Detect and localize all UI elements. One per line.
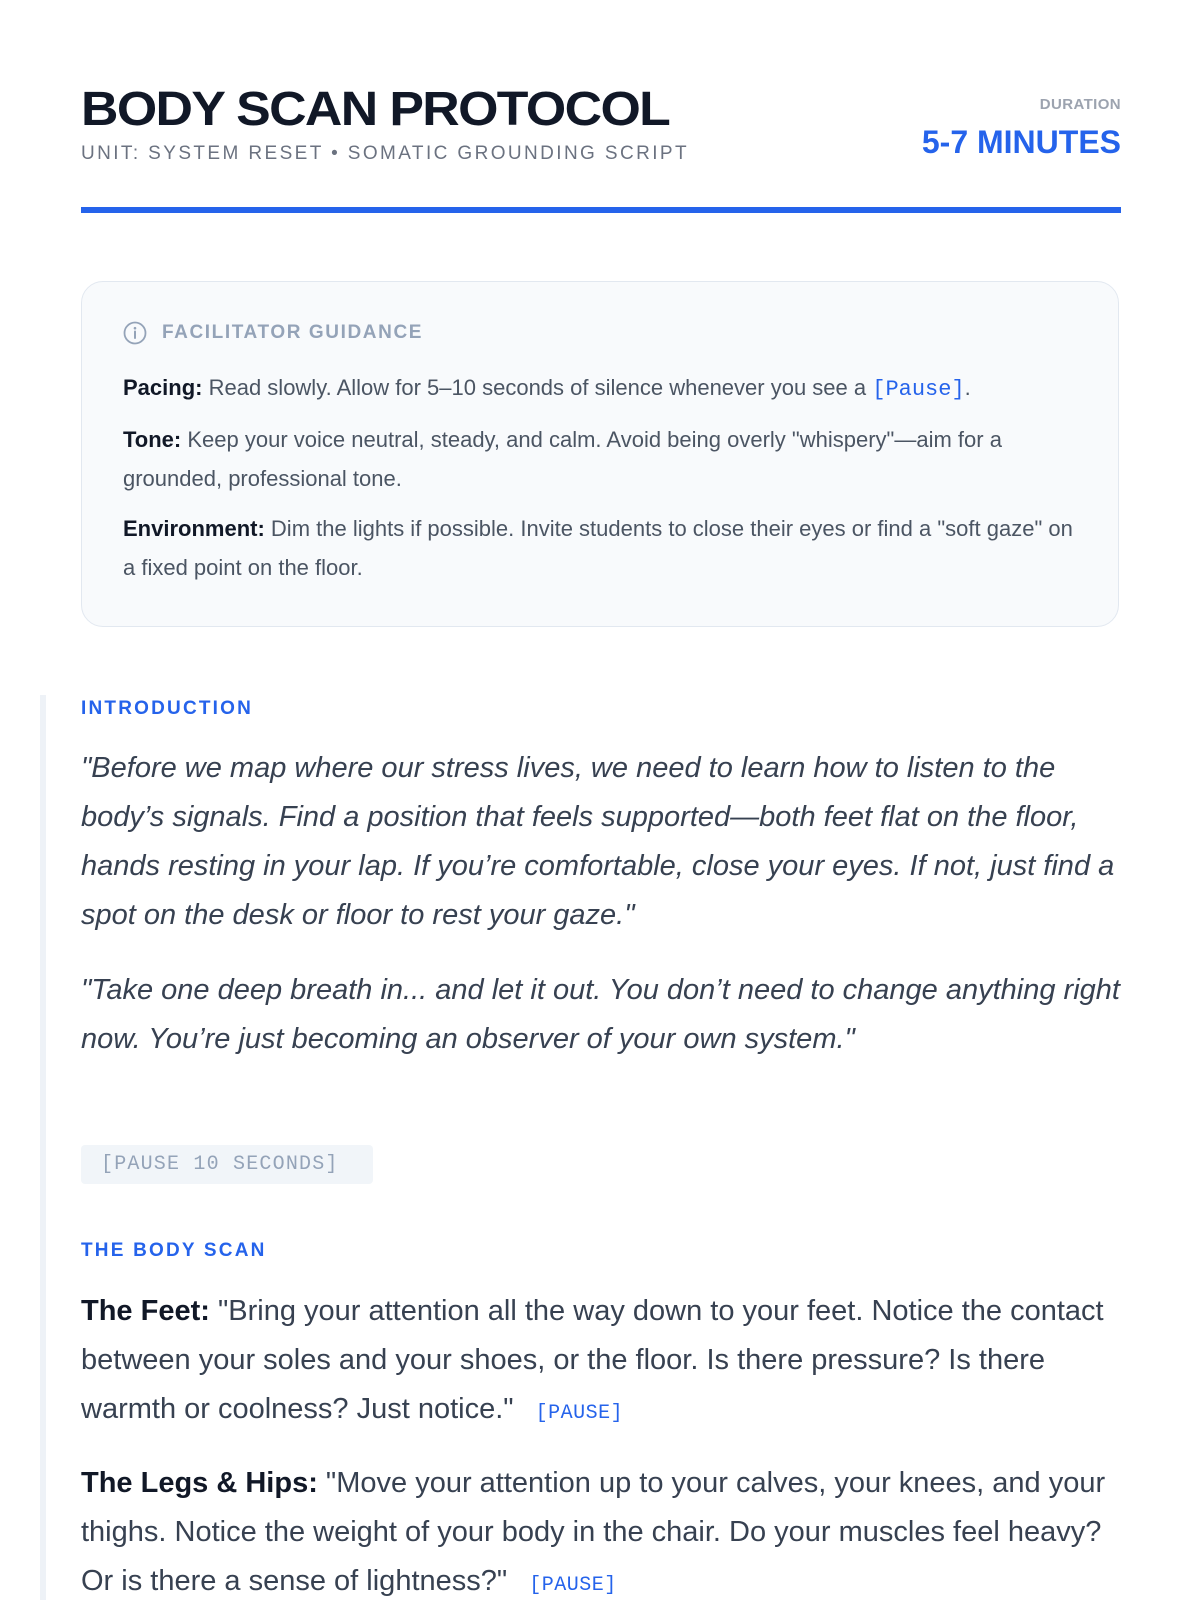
pause-marker: [Pause] [872, 377, 965, 402]
introduction-heading: INTRODUCTION [81, 698, 254, 719]
intro-quote-2: "Take one deep breath in... and let it out. You don’t need to change anything right now. You’re just becoming an observer of your own system." [81, 974, 1120, 1055]
pause-tag: [PAUSE] [529, 1574, 617, 1597]
scan-item-legs-hips [81, 1459, 1121, 1600]
tone-label: Tone: [123, 427, 182, 452]
scan-item-label: The Feet: [81, 1295, 210, 1327]
pause-tag: [PAUSE] [535, 1402, 624, 1425]
body-scan-heading: THE BODY SCAN [81, 1240, 267, 1261]
facilitator-guidance-card [81, 281, 1119, 627]
pacing-text: Read slowly. Allow for 5–10 seconds of silence whenever you see a [208, 375, 867, 400]
intro-quote-1: "Before we map where our stress lives, we need to learn how to listen to the body’s signals. Find a position that feels supported—both feet flat on the floor, hands resting in your lap. If you’re comfortable, close your eyes. If not, just find a spot on the desk or floor to rest your gaze." [81, 752, 1115, 931]
guidance-header [123, 320, 1078, 346]
guidance-environment [123, 509, 1078, 587]
pause-10-seconds-badge: [PAUSE 10 SECONDS] [81, 1145, 373, 1184]
page-subtitle: UNIT: SYSTEM RESET • SOMATIC GROUNDING SCRIPT [81, 143, 689, 164]
tone-text: Keep your voice neutral, steady, and calm. Avoid being overly "whispery"—aim for a grounded, professional tone. [123, 427, 1002, 491]
duration-label: DURATION [1039, 96, 1121, 113]
scan-item-text: "Bring your attention all the way down to your feet. Notice the contact between your soles and your shoes, or the floor. Is there pressure? Is there warmth or coolness? Just notice." [81, 1295, 1104, 1425]
guidance-pacing [123, 368, 1078, 409]
environment-text: Dim the lights if possible. Invite students to close their eyes or find a "soft gaze" on a fixed point on the floor. [123, 516, 1073, 580]
guidance-title: FACILITATOR GUIDANCE [162, 322, 424, 343]
header-divider [81, 207, 1121, 213]
scan-item-label: The Legs & Hips: [81, 1467, 318, 1499]
script-section [40, 695, 1121, 1600]
info-icon [123, 321, 147, 345]
environment-label: Environment: [123, 516, 265, 541]
scan-item-text: "Move your attention up to your calves, your knees, and your thighs. Notice the weight of your body in the chair. Do your muscles feel heavy? Or is there a sense of lightness?" [81, 1467, 1106, 1597]
scan-item-feet [81, 1287, 1121, 1438]
pacing-end: . [964, 375, 971, 400]
duration-value: 5-7 MINUTES [921, 124, 1121, 160]
page-title: BODY SCAN PROTOCOL [81, 83, 670, 136]
pacing-label: Pacing: [123, 375, 203, 400]
guidance-tone [123, 420, 1078, 498]
